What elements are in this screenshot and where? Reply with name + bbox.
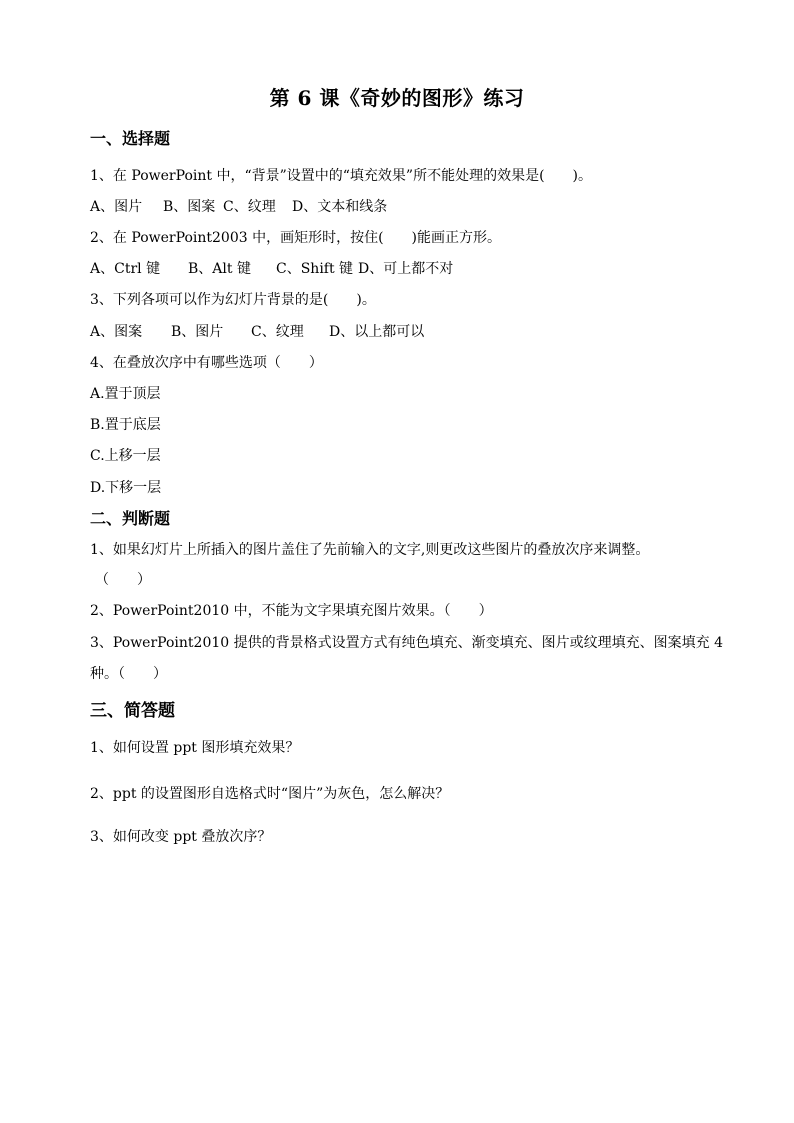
question-2-text: 2、在 PowerPoint2003 中，画矩形时，按住( )能画正方形。 [90,230,502,246]
question-4-option-d: D.下移一层 [90,480,162,496]
section-heading-short-answer: 三、简答题 [90,701,175,721]
judgment-2-text: 2、PowerPoint2010 中，不能为文字果填充图片效果。（ ） [90,603,493,619]
option-d: D、文本和线条 [292,199,388,215]
option-b: B、图片 [171,324,224,340]
question-4-option-c: C.上移一层 [90,448,161,464]
option-a: A、图案 [90,324,143,340]
judgment-1-text: 1、如果幻灯片上所插入的图片盖住了先前输入的文字,则更改这些图片的叠放次序来调整。 [90,542,650,558]
question-4-option-b: B.置于底层 [90,417,161,433]
judgment-1-blank: （ ） [95,572,151,588]
short-answer-1-text: 1、如何设置 ppt 图形填充效果？ [90,740,300,756]
judgment-3-text-cont: 种。（ ） [90,666,167,682]
question-1-options [90,197,387,217]
option-c: C、纹理 [251,324,304,340]
option-d: D、以上都可以 [329,324,425,340]
page-title: 第 6 课《奇妙的图形》练习 [269,86,525,110]
option-a: A、图片 [90,199,143,215]
option-d: D、可上都不对 [358,261,454,277]
option-b: B、图案 [163,199,216,215]
section-heading-judgment: 二、判断题 [90,509,171,528]
question-3-options [90,322,424,342]
question-2-options [90,259,453,279]
option-a: A、Ctrl 键 [90,261,161,277]
judgment-3-text: 3、PowerPoint2010 提供的背景格式设置方式有纯色填充、渐变填充、图片或纹理填充、图案填充 4 [90,635,723,651]
section-heading-choice: 一、选择题 [90,129,171,148]
short-answer-3-text: 3、如何改变 ppt 叠放次序？ [90,829,272,845]
option-b: B、Alt 键 [188,261,251,277]
short-answer-2-text: 2、ppt 的设置图形自选格式时“图片”为灰色，怎么解决？ [90,786,450,802]
option-c: C、纹理 [223,199,276,215]
question-4-text: 4、在叠放次序中有哪些选项（ ） [90,355,323,371]
question-1-text: 1、在 PowerPoint 中，“背景”设置中的“填充效果”所不能处理的效果是( )。 [90,168,593,184]
question-4-option-a: A.置于顶层 [90,386,161,402]
option-c: C、Shift 键 [276,261,354,277]
question-3-text: 3、下列各项可以作为幻灯片背景的是( )。 [90,292,376,308]
